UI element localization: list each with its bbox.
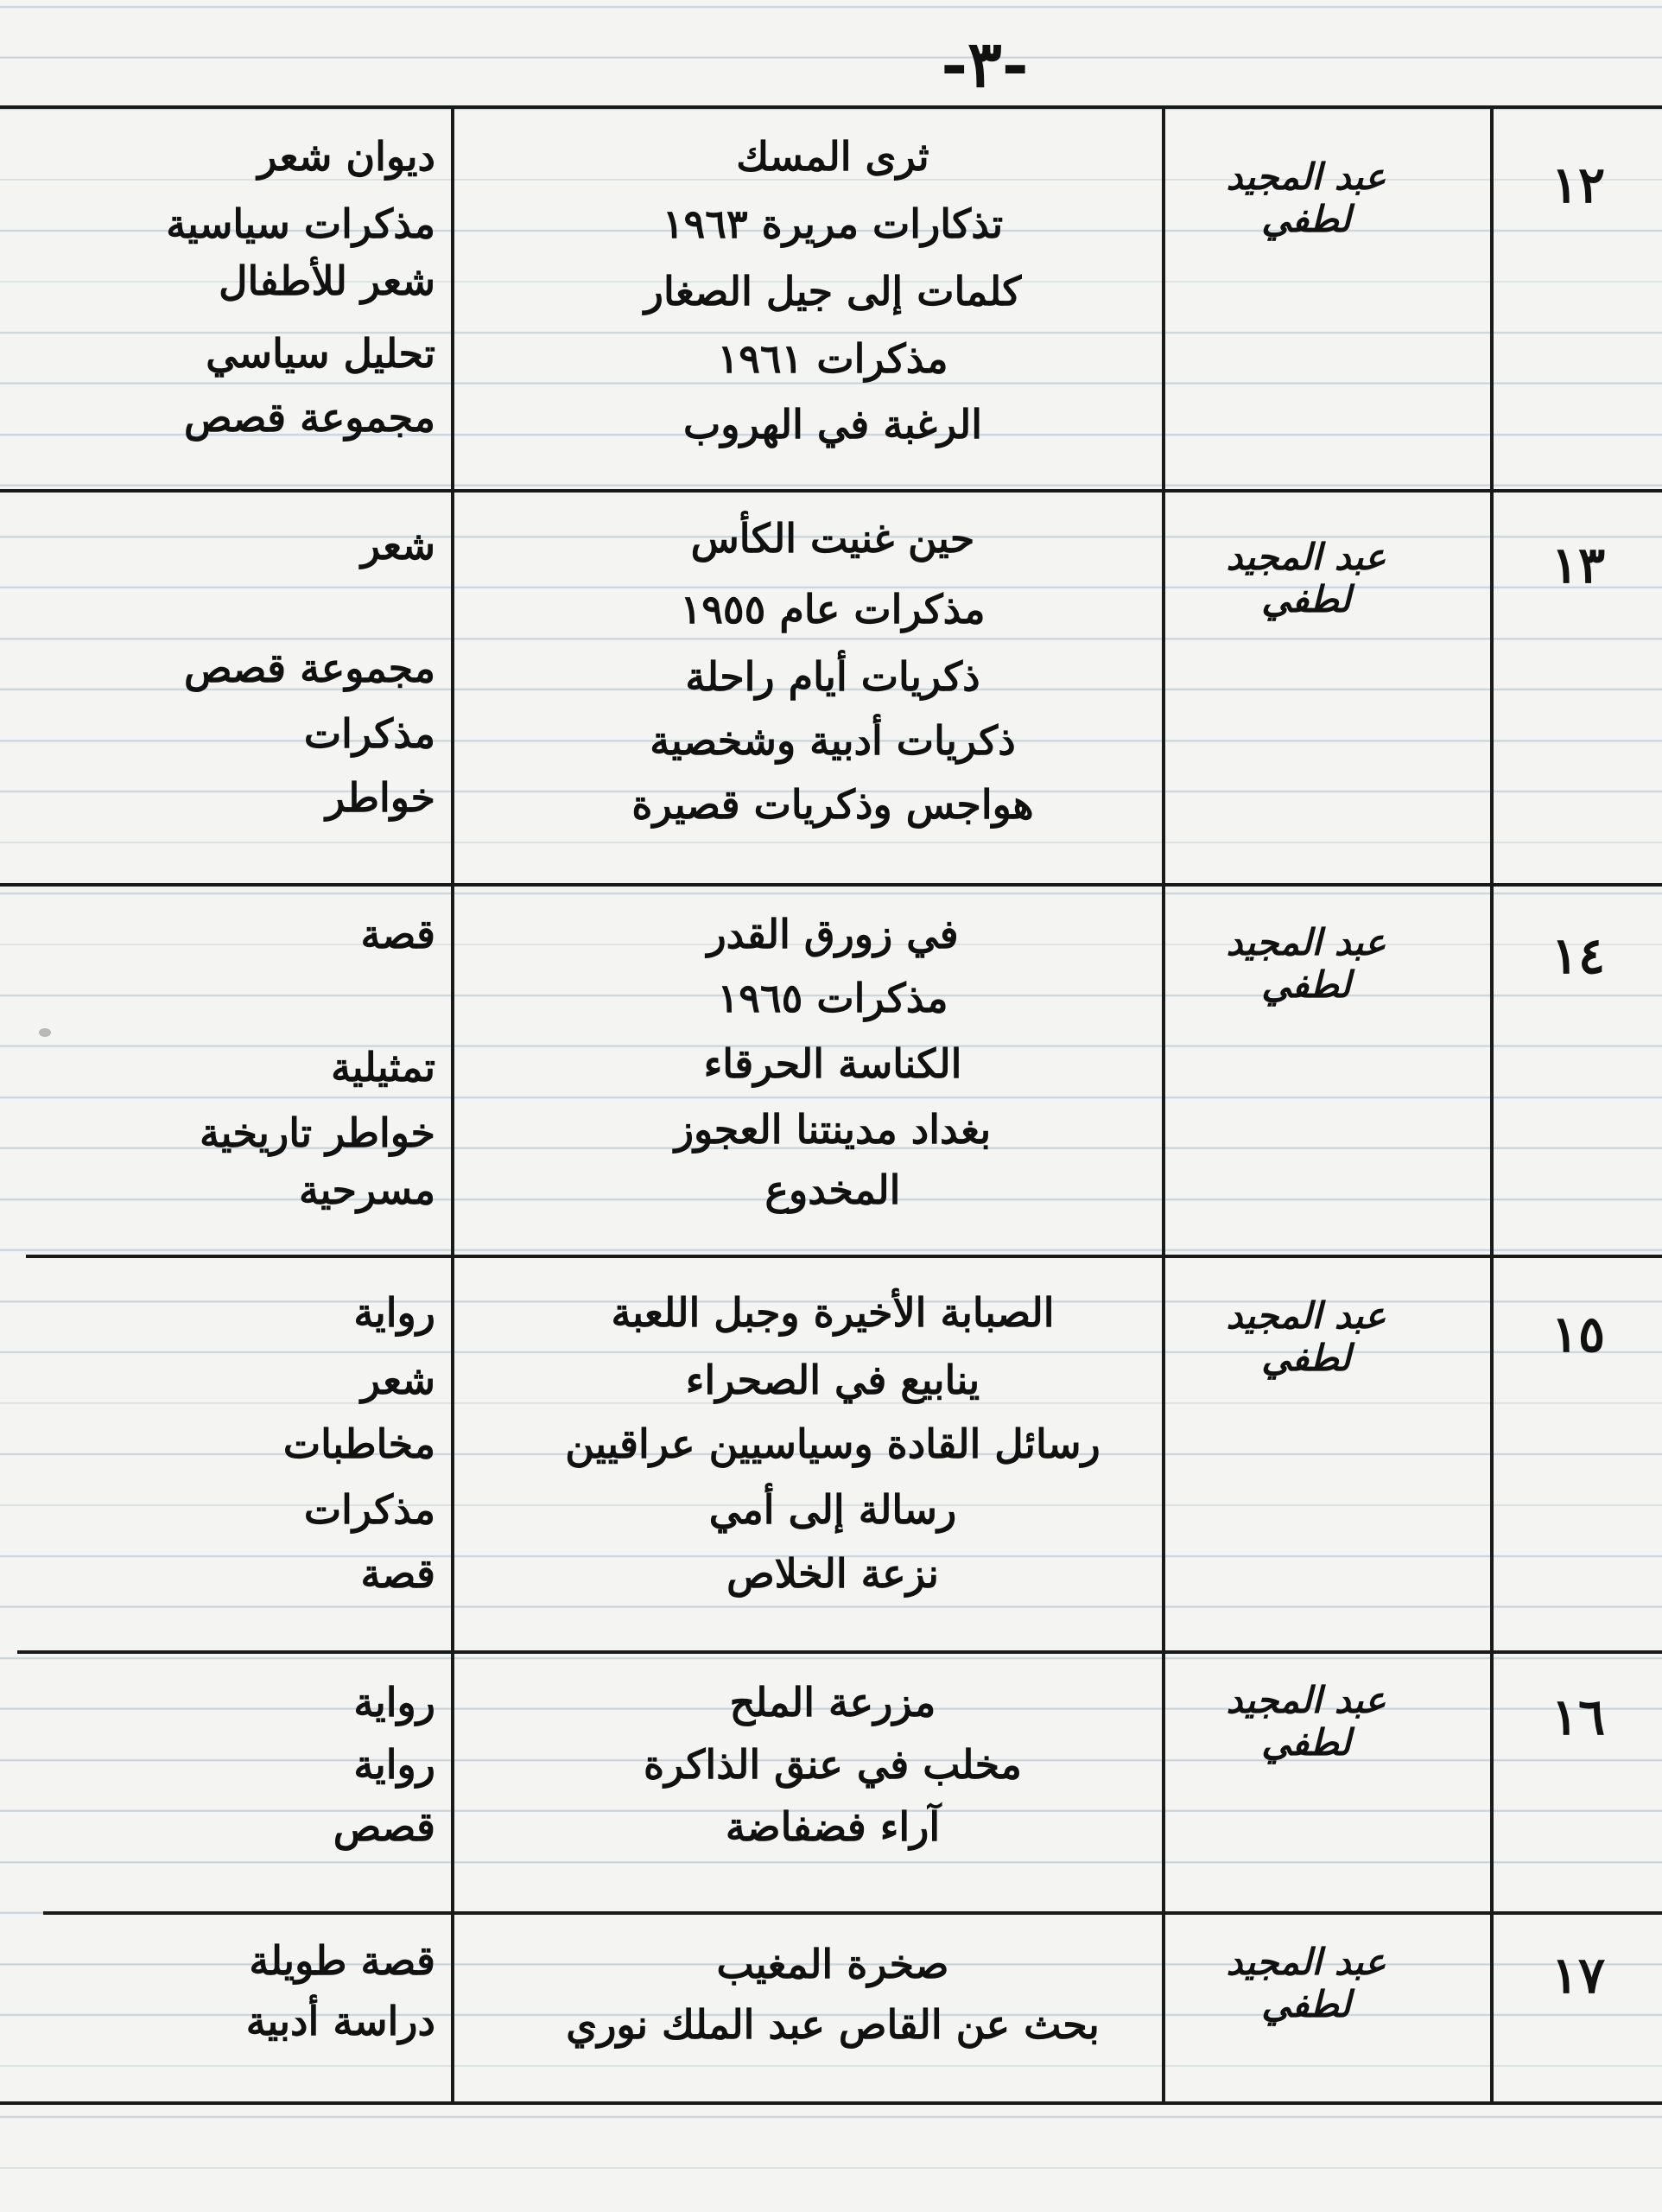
book-genre: تمثيلية [331,1044,435,1090]
page-number: -٣- [941,28,1029,102]
book-genre: مسرحية [298,1166,435,1213]
book-genre: قصص [333,1803,435,1850]
row-separator [26,1255,1662,1258]
book-genre: مذكرات [303,710,435,757]
book-genre: قصة [360,911,435,957]
book-genre: شعر [360,522,435,569]
row-number: ١٣ [1551,536,1606,594]
book-genre: رواية [353,1741,435,1788]
book-title: بغداد مدينتنا العجوز [674,1106,992,1153]
book-genre: رواية [353,1679,435,1726]
book-title: في زورق القدر [707,911,959,957]
book-genre: دراسة أدبية [245,1998,435,2044]
book-title: المخدوع [764,1166,901,1213]
book-title: مذكرات ١٩٦٥ [717,975,948,1021]
table-top-border [0,105,1662,109]
author-name: عبد المجيد لطفي [1226,921,1386,1006]
book-title: هواجس وذكريات قصيرة [631,781,1034,828]
author-name: عبد المجيد لطفي [1226,536,1386,620]
row-number: ١٦ [1551,1688,1606,1746]
book-genre: مخاطبات [282,1421,435,1467]
row-separator [17,1650,1662,1654]
author-name: عبد المجيد لطفي [1226,1941,1386,2025]
book-title: ذكريات أيام راحلة [685,653,980,700]
book-title: رسائل القادة وسياسيين عراقيين [565,1421,1101,1467]
row-number: ١٧ [1551,1946,1606,2005]
book-title: ذكريات أدبية وشخصية [650,717,1016,764]
book-title: حين غنيت الكأس [690,515,975,562]
table-bottom-border [0,2101,1662,2105]
book-title: صخرة المغيب [716,1941,949,1987]
book-genre: شعر [360,1357,435,1403]
author-name: عبد المجيد لطفي [1226,1679,1386,1764]
book-title: مذكرات عام ١٩٥٥ [680,586,986,632]
column-divider-title [451,108,454,2104]
column-divider-author [1162,108,1165,2104]
book-genre: مجموعة قصص [183,645,435,691]
book-genre: تحليل سياسي [206,330,435,377]
book-genre: ديوان شعر [257,133,435,180]
book-title: الصبابة الأخيرة وجبل اللعبة [611,1289,1055,1336]
row-separator [0,883,1662,887]
book-title: نزعة الخلاص [726,1550,939,1597]
book-title: تذكارات مريرة ١٩٦٣ [662,200,1004,247]
author-name: عبد المجيد لطفي [1226,1294,1386,1379]
book-genre: مذكرات [303,1486,435,1533]
book-title: ثرى المسك [736,133,929,180]
book-genre: قصة طويلة [249,1937,435,1984]
book-title: بحث عن القاص عبد الملك نوري [566,2001,1100,2048]
book-genre: مجموعة قصص [183,394,435,441]
book-genre: مذكرات سياسية [166,200,435,247]
row-number: ١٢ [1551,156,1606,214]
book-title: مذكرات ١٩٦١ [717,335,948,382]
author-name: عبد المجيد لطفي [1226,156,1386,240]
book-title: مخلب في عنق الذاكرة [644,1741,1022,1788]
book-genre: قصة [360,1550,435,1597]
row-separator [0,489,1662,493]
book-genre: رواية [353,1289,435,1336]
row-number: ١٤ [1551,926,1606,985]
book-title: ينابيع في الصحراء [685,1357,980,1403]
column-divider-number [1490,108,1494,2104]
book-genre: خواطر [326,774,435,821]
book-title: الكناسة الحرقاء [703,1040,962,1087]
book-title: مزرعة الملح [729,1679,936,1726]
row-separator [43,1911,1662,1915]
book-title: الرغبة في الهروب [682,401,983,448]
book-genre: خواطر تاريخية [199,1109,435,1156]
row-number: ١٥ [1551,1305,1606,1363]
paper-stain [39,1028,51,1037]
book-title: كلمات إلى جيل الصغار [644,268,1022,315]
book-title: رسالة إلى أمي [708,1486,957,1533]
book-genre: شعر للأطفال [219,257,435,304]
book-title: آراء فضفاضة [725,1803,941,1850]
